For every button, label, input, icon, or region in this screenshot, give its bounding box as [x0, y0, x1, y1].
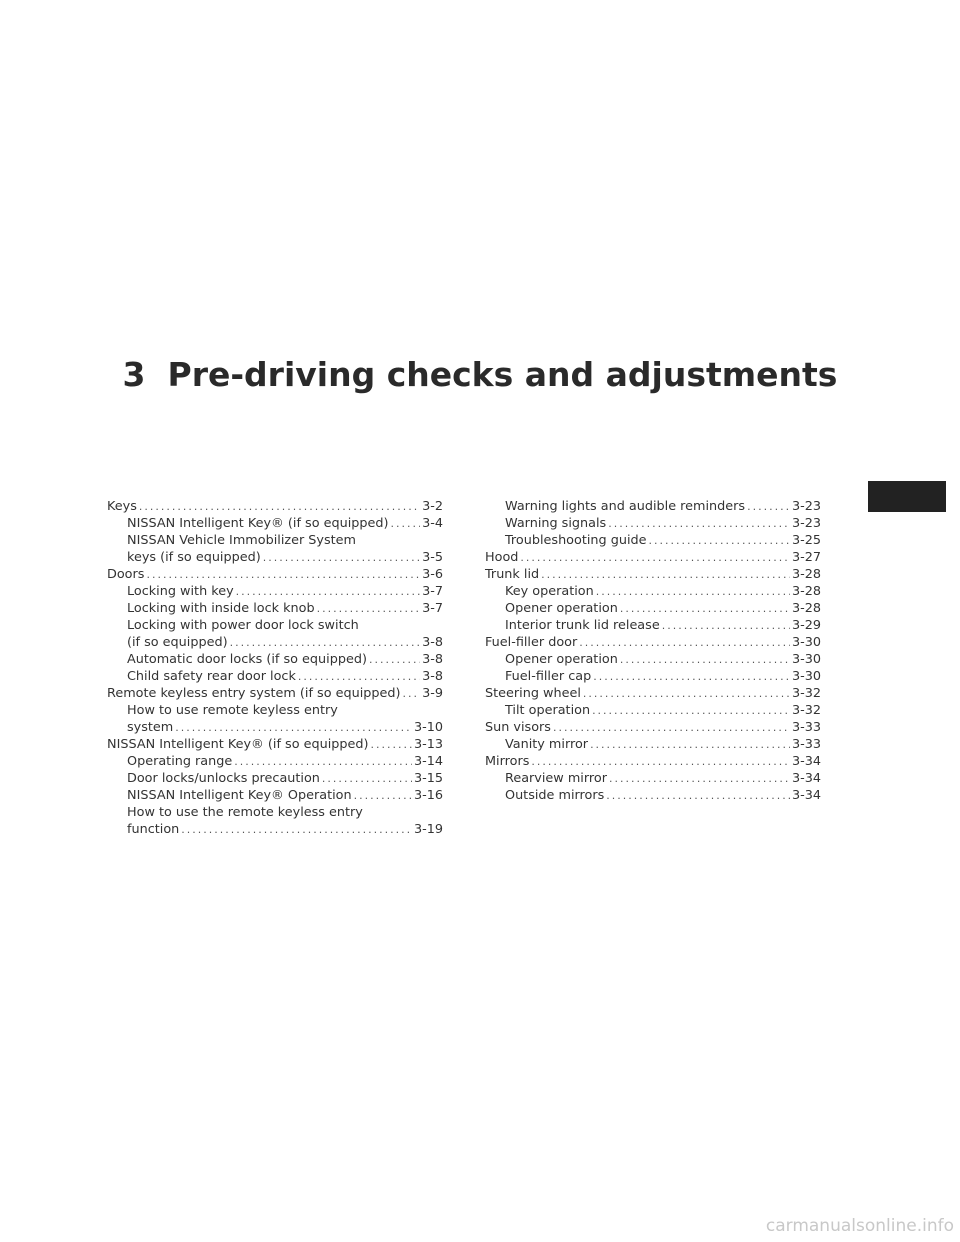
toc-leader-dots: [662, 617, 790, 634]
toc-page-number: 3-28: [791, 584, 821, 599]
toc-entry[interactable]: [485, 532, 821, 549]
toc-page-number: 3-10: [413, 720, 443, 735]
toc-leader-dots: [649, 532, 790, 549]
toc-leader-dots: [354, 787, 412, 804]
toc-page-number: 3-32: [791, 703, 821, 718]
toc-page-number: 3-19: [413, 822, 443, 837]
toc-leader-dots: [593, 668, 790, 685]
toc-entry-label: NISSAN Intelligent Key® (if so equipped): [127, 516, 389, 531]
toc-entry[interactable]: [107, 821, 443, 838]
toc-entry-label: Opener operation: [505, 601, 618, 616]
toc-entry-label: Opener operation: [505, 652, 618, 667]
toc-entry-label: Troubleshooting guide: [505, 533, 647, 548]
toc-page-number: 3-34: [791, 788, 821, 803]
toc-entry[interactable]: [107, 787, 443, 804]
toc-entry-label: Warning lights and audible reminders: [505, 499, 746, 514]
toc-leader-dots: [583, 685, 790, 702]
toc-page-number: 3-16: [413, 788, 443, 803]
toc-entry-label: Outside mirrors: [505, 788, 605, 803]
toc-page-number: 3-33: [791, 720, 821, 735]
toc-entry-label: Locking with inside lock knob: [127, 601, 315, 616]
toc-entry[interactable]: [485, 753, 821, 770]
toc-leader-dots: [263, 549, 420, 566]
toc-page-number: 3-30: [791, 652, 821, 667]
toc-entry-label: Key operation: [505, 584, 594, 599]
toc-leader-dots: [230, 634, 421, 651]
toc-page-number: 3-13: [413, 737, 443, 752]
toc-entry[interactable]: [485, 549, 821, 566]
toc-page-number: 3-30: [791, 635, 821, 650]
footer-watermark: carmanualsonline.info: [765, 1216, 954, 1236]
toc-entry-label[interactable]: How to use remote keyless entry: [127, 703, 338, 718]
toc-page-number: 3-8: [422, 635, 443, 650]
toc-page-number: 3-7: [422, 601, 443, 616]
toc-left-column: [107, 498, 443, 838]
toc-entry-label: (if so equipped): [127, 635, 228, 650]
toc-entry[interactable]: [107, 600, 443, 617]
toc-entry-label: Vanity mirror: [505, 737, 589, 752]
toc-entry-label: Door locks/unlocks precaution: [127, 771, 320, 786]
toc-leader-dots: [139, 498, 420, 515]
toc-leader-dots: [371, 736, 412, 753]
toc-page-number: 3-4: [422, 516, 443, 531]
toc-entry-label[interactable]: Locking with power door lock switch: [127, 618, 359, 633]
toc-leader-dots: [520, 549, 790, 566]
toc-leader-dots: [606, 787, 790, 804]
toc-page-number: 3-6: [422, 567, 443, 582]
toc-entry[interactable]: [107, 549, 443, 566]
toc-entry[interactable]: [485, 651, 821, 668]
toc-entry[interactable]: [107, 498, 443, 515]
toc-entry[interactable]: [107, 685, 443, 702]
toc-entry[interactable]: [485, 566, 821, 583]
toc-entry[interactable]: [107, 668, 443, 685]
toc-entry-label: Rearview mirror: [505, 771, 607, 786]
toc-entry-label: NISSAN Intelligent Key® Operation: [127, 788, 352, 803]
toc-entry[interactable]: [485, 770, 821, 787]
toc-leader-dots: [592, 702, 790, 719]
toc-entry-label: function: [127, 822, 180, 837]
toc-entry-label: Fuel-filler door: [485, 635, 578, 650]
toc-leader-dots: [234, 753, 412, 770]
toc-entry-label: keys (if so equipped): [127, 550, 261, 565]
toc-entry[interactable]: [107, 770, 443, 787]
toc-entry[interactable]: [107, 651, 443, 668]
toc-entry-label: Interior trunk lid release: [505, 618, 660, 633]
toc-leader-dots: [531, 753, 790, 770]
toc-entry[interactable]: [107, 634, 443, 651]
toc-leader-dots: [236, 583, 420, 600]
toc-entry[interactable]: [485, 668, 821, 685]
toc-entry[interactable]: [107, 566, 443, 583]
toc-entry-label: Remote keyless entry system (if so equipped): [107, 686, 401, 701]
toc-page-number: 3-15: [413, 771, 443, 786]
toc-entry[interactable]: [107, 736, 443, 753]
toc-page-number: 3-2: [422, 499, 443, 514]
toc-entry[interactable]: [485, 736, 821, 753]
toc-entry[interactable]: [485, 702, 821, 719]
toc-entry-label: Locking with key: [127, 584, 234, 599]
toc-entry-label[interactable]: NISSAN Vehicle Immobilizer System: [127, 533, 357, 548]
chapter-side-tab: [868, 481, 946, 512]
toc-page-number: 3-14: [413, 754, 443, 769]
toc-entry-label: Child safety rear door lock: [127, 669, 296, 684]
toc-page-number: 3-28: [791, 567, 821, 582]
toc-entry[interactable]: [107, 583, 443, 600]
toc-entry-label: Fuel-filler cap: [505, 669, 592, 684]
toc-entry[interactable]: [107, 753, 443, 770]
toc-entry-label: Mirrors: [485, 754, 530, 769]
toc-leader-dots: [608, 515, 790, 532]
chapter-number: 3: [122, 355, 146, 394]
toc-page-number: 3-30: [791, 669, 821, 684]
toc-entry-label: Keys: [107, 499, 137, 514]
toc-leader-dots: [553, 719, 790, 736]
toc-page-number: 3-32: [791, 686, 821, 701]
toc-leader-dots: [596, 583, 790, 600]
toc-entry-label: Doors: [107, 567, 145, 582]
toc-entry-label: Automatic door locks (if so equipped): [127, 652, 367, 667]
toc-page-number: 3-23: [791, 516, 821, 531]
toc-entry[interactable]: [485, 719, 821, 736]
toc-page-number: 3-34: [791, 771, 821, 786]
toc-leader-dots: [579, 634, 790, 651]
toc-entry[interactable]: [485, 515, 821, 532]
toc-page-number: 3-7: [422, 584, 443, 599]
toc-right-column: [485, 498, 821, 804]
toc-entry-label: Warning signals: [505, 516, 607, 531]
toc-entry-label: Hood: [485, 550, 519, 565]
toc-leader-dots: [590, 736, 790, 753]
toc-page-number: 3-5: [422, 550, 443, 565]
chapter-title-text: Pre-driving checks and adjustments: [167, 355, 838, 394]
toc-leader-dots: [298, 668, 420, 685]
toc-page-number: 3-8: [422, 669, 443, 684]
toc-entry-label: Sun visors: [485, 720, 551, 735]
toc-page-number: 3-34: [791, 754, 821, 769]
toc-leader-dots: [620, 651, 790, 668]
toc-entry-label: Tilt operation: [505, 703, 591, 718]
toc-leader-dots: [403, 685, 421, 702]
toc-leader-dots: [747, 498, 790, 515]
toc-entry[interactable]: [485, 498, 821, 515]
toc-leader-dots: [317, 600, 421, 617]
toc-entry-label: Steering wheel: [485, 686, 581, 701]
toc-entry-label: Operating range: [127, 754, 233, 769]
toc-page-number: 3-8: [422, 652, 443, 667]
toc-entry[interactable]: [107, 719, 443, 736]
toc-leader-dots: [541, 566, 790, 583]
toc-entry[interactable]: [107, 515, 443, 532]
toc-leader-dots: [609, 770, 790, 787]
toc-entry-label: Trunk lid: [485, 567, 540, 582]
toc-entry[interactable]: [485, 583, 821, 600]
toc-entry[interactable]: [485, 600, 821, 617]
chapter-title: [0, 355, 960, 394]
toc-leader-dots: [620, 600, 790, 617]
toc-leader-dots: [146, 566, 420, 583]
toc-entry-label: NISSAN Intelligent Key® (if so equipped): [107, 737, 369, 752]
toc-entry[interactable]: [485, 787, 821, 804]
toc-entry-label: system: [127, 720, 174, 735]
toc-leader-dots: [369, 651, 420, 668]
toc-entry[interactable]: [485, 685, 821, 702]
toc-leader-dots: [322, 770, 412, 787]
toc-entry[interactable]: [485, 634, 821, 651]
toc-page-number: 3-27: [791, 550, 821, 565]
toc-page-number: 3-28: [791, 601, 821, 616]
toc-page-number: 3-29: [791, 618, 821, 633]
toc-page-number: 3-25: [791, 533, 821, 548]
toc-leader-dots: [175, 719, 412, 736]
toc-entry-label[interactable]: How to use the remote keyless entry: [127, 805, 363, 820]
toc-page-number: 3-33: [791, 737, 821, 752]
toc-leader-dots: [391, 515, 421, 532]
toc-entry[interactable]: [485, 617, 821, 634]
toc-page-number: 3-23: [791, 499, 821, 514]
toc-page-number: 3-9: [422, 686, 443, 701]
toc-leader-dots: [181, 821, 412, 838]
